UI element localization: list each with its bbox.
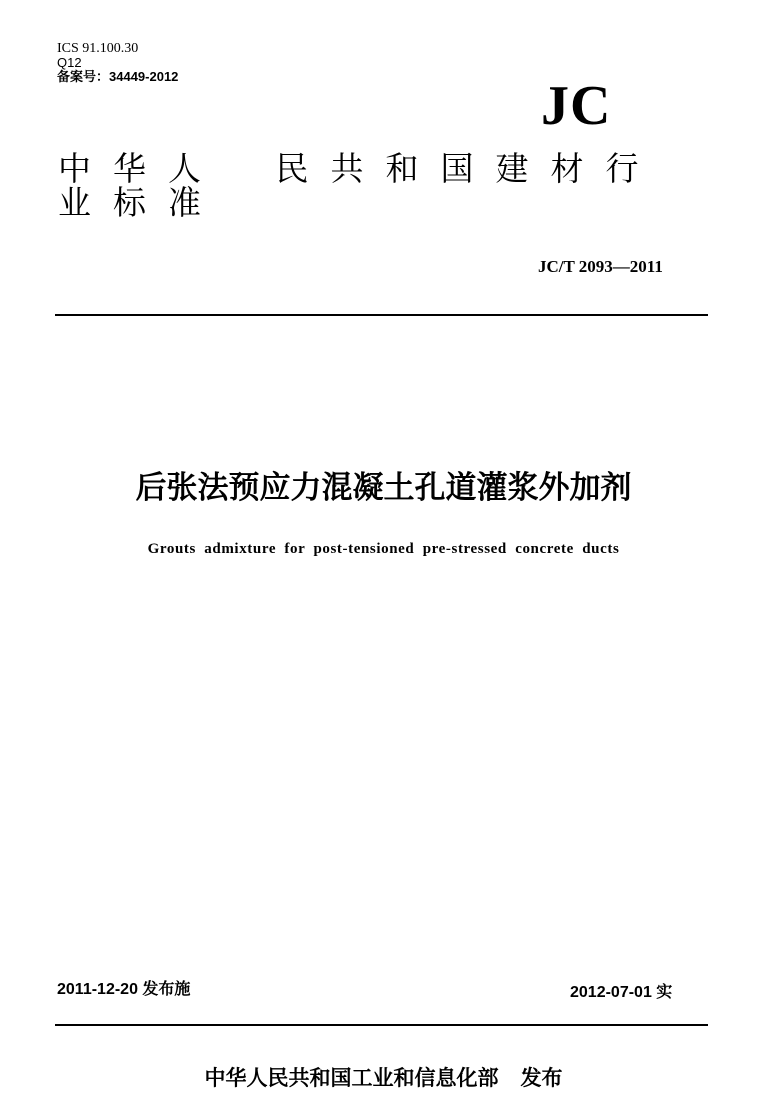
ics-code: ICS 91.100.30 (57, 41, 139, 56)
implementation-date: 2012-07-01 实 (570, 984, 673, 1001)
standard-type-heading: 中华人 民共和国建材行业标准 (58, 149, 661, 222)
top-divider (55, 314, 708, 316)
jc-logo: JC (541, 75, 612, 137)
classification-code: Q12 (57, 55, 82, 70)
publisher: 中华人民共和国工业和信息化部 发布 (204, 1066, 563, 1090)
issue-date: 2011-12-20 发布施 (57, 981, 191, 998)
bottom-divider (55, 1024, 708, 1026)
record-number: 备案号：34449-2012 (57, 69, 179, 84)
standard-number: JC/T 2093—2011 (538, 257, 663, 276)
document-title-chinese: 后张法预应力混凝土孔道灌浆外加剂 (135, 470, 632, 506)
document-title-english: Grouts admixture for post-tensioned pre-stressed concrete ducts (147, 541, 620, 557)
